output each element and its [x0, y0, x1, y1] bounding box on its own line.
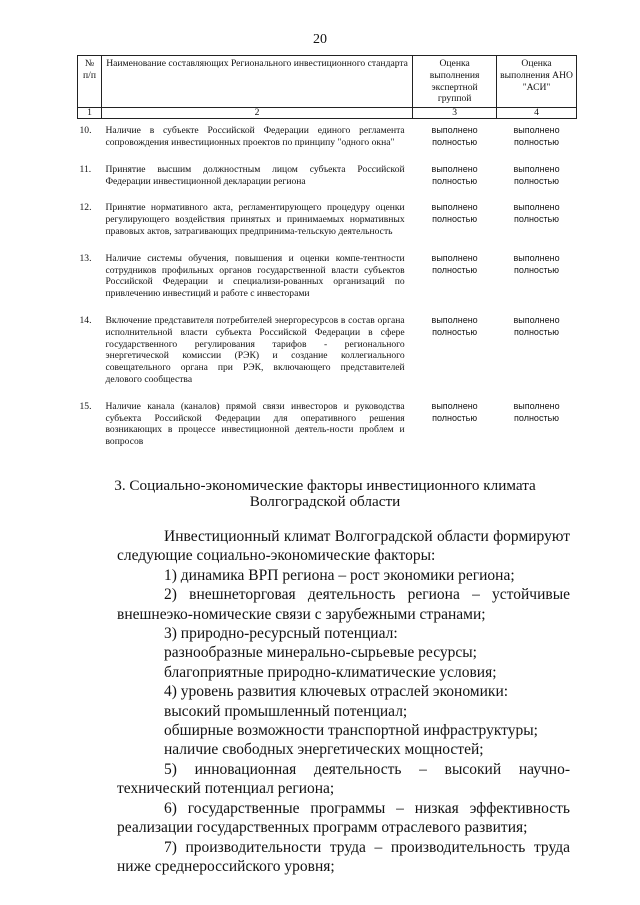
row-asi-eval: выполнено полностью [513, 314, 560, 337]
paragraph: Инвестиционный климат Волгоградской области формируют следующие социально-экономические факторы: [117, 528, 570, 565]
row-text: Принятие нормативного акта, регламентирующего процедуру оценки регулирующего воздействия принятых и принимаемых нормативных правовых актов, затрагивающих предпринима-тельскую деятельность [105, 202, 405, 237]
row-text: Принятие высшим должностным лицом субъекта Российской Федерации инвестиционной декларации региона [105, 163, 405, 187]
paragraph: 3) природно-ресурсный потенциал: [164, 625, 398, 643]
col-number: 2 [101, 108, 412, 119]
row-asi-eval: выполнено полностью [513, 400, 560, 423]
column-number-row [78, 108, 577, 119]
col-number: 1 [78, 108, 102, 119]
row-expert-eval: выполнено полностью [431, 125, 478, 147]
paragraph: наличие свободных энергетических мощностей; [164, 741, 484, 759]
table-row [78, 395, 577, 457]
row-number: 14. [79, 314, 92, 326]
table-row [78, 196, 577, 246]
row-asi-eval: выполнено полностью [513, 125, 560, 147]
row-expert-eval: выполнено полностью [431, 400, 478, 423]
paragraph: 1) динамика ВРП региона – рост экономики региона; [164, 566, 515, 584]
row-expert-eval: выполнено полностью [431, 163, 478, 186]
row-expert-eval: выполнено полностью [431, 252, 478, 275]
table-row [78, 119, 577, 158]
row-text: Наличие канала (каналов) прямой связи инвесторов и руководства субъекта Российской Федерации для оперативного решения возникающих в процессе инвестиционной деятель-ности проблем и вопросов [105, 400, 405, 448]
paragraph: разнообразные минерально-сырьевые ресурсы; [164, 644, 477, 662]
row-number: 11. [79, 163, 92, 175]
row-number: 13. [79, 252, 92, 264]
header-asi: Оценка выполнения АНО "АСИ" [497, 56, 577, 108]
body-text [117, 527, 570, 876]
row-expert-eval: выполнено полностью [431, 202, 478, 225]
row-asi-eval: выполнено полностью [513, 252, 560, 275]
row-number: 12. [79, 202, 92, 214]
row-asi-eval: выполнено полностью [513, 163, 560, 186]
paragraph: обширные возможности транспортной инфраструктуры; [164, 722, 538, 740]
section-title: 3. Социально-экономические факторы инвестиционного климата Волгоградской области [114, 477, 536, 510]
header-expert: Оценка выполнения экспертной группой [413, 56, 497, 108]
table-row [78, 158, 577, 197]
paragraph: 6) государственные программы – низкая эффективность реализации государственных программ отраслевого развития; [117, 799, 570, 837]
header-num: № п/п [78, 56, 102, 108]
investment-standard-table [77, 55, 577, 457]
row-expert-eval: выполнено полностью [431, 314, 478, 337]
table-row [78, 309, 577, 395]
row-number: 15. [79, 400, 92, 412]
paragraph: 4) уровень развития ключевых отраслей экономики: [164, 683, 509, 701]
paragraph: высокий промышленный потенциал; [164, 702, 408, 720]
row-text: Включение представителя потребителей энергоресурсов в состав органа исполнительной власти субъекта Российской Федерации в сфере государственного регулирования тарифов - регионального энергетической комиссии (РЭК) и создание коллегиального совещательного органа при РЭК, включающего представителей делового сообщества [105, 314, 405, 385]
table-header-row [78, 56, 577, 108]
col-number: 4 [497, 108, 577, 119]
paragraph: 2) внешнеторговая деятельность региона – устойчивые внешнеэко-номические связи с зарубежными странами; [117, 586, 570, 623]
page-number: 20 [313, 32, 327, 47]
col-number: 3 [413, 108, 497, 119]
paragraph: благоприятные природно-климатические условия; [164, 663, 497, 681]
paragraph: 7) производительности труда – производительность труда ниже среднероссийского уровня; [117, 838, 570, 875]
table-row [78, 247, 577, 309]
header-name: Наименование составляющих Регионального инвестиционного стандарта [101, 56, 412, 108]
paragraph: 5) инновационная деятельность – высокий научно-технический потенциал региона; [117, 760, 570, 798]
row-text: Наличие в субъекте Российской Федерации единого регламента сопровождения инвестиционных проектов по принципу "одного окна" [105, 125, 405, 148]
row-asi-eval: выполнено полностью [513, 202, 560, 225]
row-text: Наличие системы обучения, повышения и оценки компе-тентности сотрудников профильных органов государственной власти субъектов Российской Федерации и специализи-рованных организаций по привлечению инвестиций и работе с инвесторами [105, 252, 405, 300]
row-number: 10. [79, 125, 92, 137]
